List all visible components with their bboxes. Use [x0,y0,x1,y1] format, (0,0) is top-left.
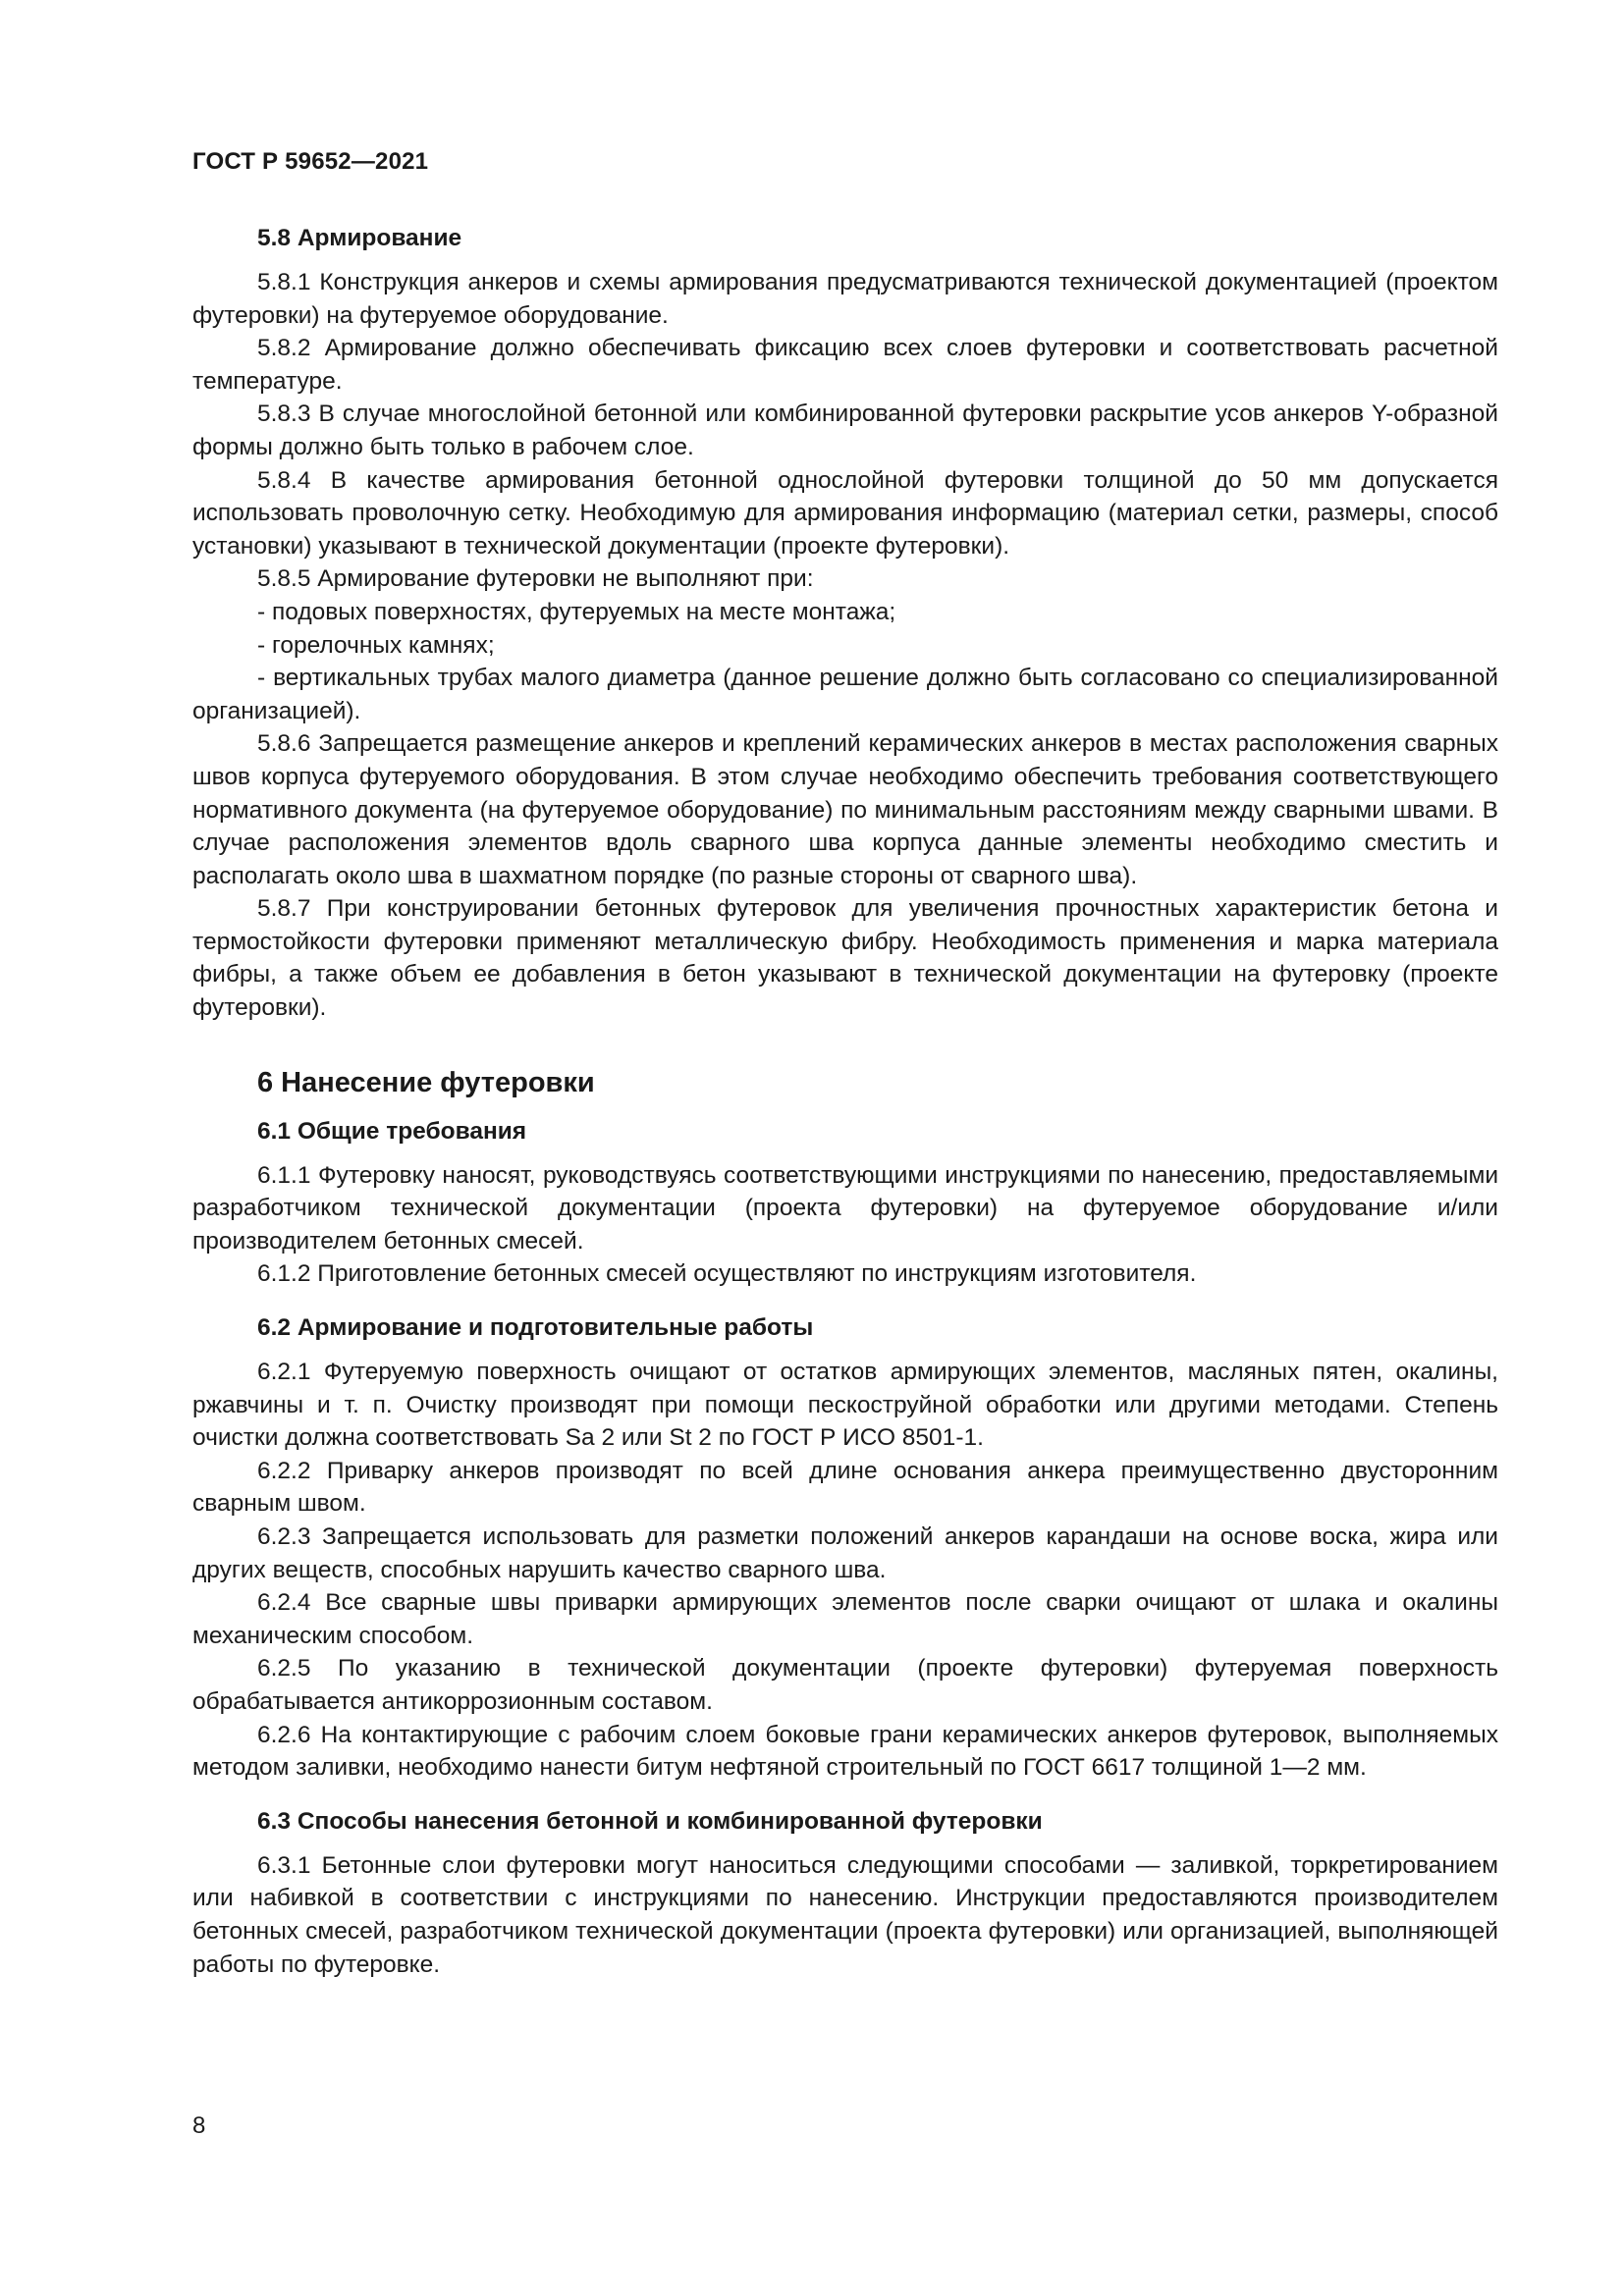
paragraph-6-2-2: 6.2.2 Приварку анкеров производят по всей длине основания анкера преимущественно двусторонним сварным швом. [192,1457,1498,1518]
document-code-header: ГОСТ Р 59652—2021 [192,148,429,175]
paragraph-6-2-1: 6.2.1 Футеруемую поверхность очищают от остатков армирующих элементов, масляных пятен, окалины, ржавчины и т. п. Очистку производят при помощи пескоструйной обработки или другими методами. Степень очистки должна соответствовать Sa 2 или St 2 по ГОСТ Р ИСО 8501-1. [192,1359,1498,1452]
list-item: - горелочных камнях; [257,631,495,659]
paragraph-6-2-3: 6.2.3 Запрещается использовать для разметки положений анкеров карандаши на основе воска, жира или других веществ, способных нарушить качество сварного шва. [192,1523,1498,1583]
paragraph-6-1-1: 6.1.1 Футеровку наносят, руководствуясь соответствующими инструкциями по нанесению, предоставляемыми разработчиком технической документации (проекта футеровки) на футеруемое оборудование и/или производителем бетонных смесей. [192,1161,1498,1255]
section-5-8-heading: 5.8 Армирование [257,225,462,251]
paragraph-6-2-6: 6.2.6 На контактирующие с рабочим слоем боковые грани керамических анкеров футеровок, выполняемых методом заливки, необходимо нанести битум нефтяной строительный по ГОСТ 6617 толщиной 1—2 мм. [192,1721,1498,1782]
paragraph-6-1-2: 6.1.2 Приготовление бетонных смесей осуществляют по инструкциям изготовителя. [257,1260,1197,1288]
list-item: - подовых поверхностях, футеруемых на месте монтажа; [257,598,896,625]
document-body [192,222,1498,1981]
section-6-3-heading: 6.3 Способы нанесения бетонной и комбинированной футеровки [257,1807,1043,1835]
paragraph-6-2-4: 6.2.4 Все сварные швы приварки армирующих элементов после сварки очищают от шлака и окалины механическим способом. [192,1589,1498,1649]
paragraph-5-8-4: 5.8.4 В качестве армирования бетонной однослойной футеровки толщиной до 50 мм допускается использовать проволочную сетку. Необходимую для армирования информацию (материал сетки, размеры, способ установки) указывают в технической документации (проекте футеровки). [192,466,1498,560]
section-6-heading: 6 Нанесение футеровки [257,1066,595,1098]
paragraph-5-8-6: 5.8.6 Запрещается размещение анкеров и креплений керамических анкеров в местах расположения сварных швов корпуса футеруемого оборудования. В этом случае необходимо обеспечить требования соответствующего нормативного документа (на футеруемое оборудование) по минимальным расстояниям между сварными швами. В случае расположения элементов вдоль сварного шва корпуса данные элементы необходимо сместить и располагать около шва в шахматном порядке (по разные стороны от сварного шва). [192,730,1498,889]
page-number: 8 [192,2112,206,2139]
paragraph-6-2-5: 6.2.5 По указанию в технической документации (проекте футеровки) футеруемая поверхность обрабатывается антикоррозионным составом. [192,1655,1498,1715]
paragraph-5-8-7: 5.8.7 При конструировании бетонных футеровок для увеличения прочностных характеристик бетона и термостойкости футеровки применяют металлическую фибру. Необходимость применения и марка материала фибры, а также объем ее добавления в бетон указывают в технической документации на футеровку (проекте футеровки). [192,895,1498,1022]
paragraph-6-3-1: 6.3.1 Бетонные слои футеровки могут наноситься следующими способами — заливкой, торкретированием или набивкой в соответствии с инструкциями по нанесению. Инструкции предоставляются производителем бетонных смесей, разработчиком технической документации (проекта футеровки) или организацией, выполняющей работы по футеровке. [192,1851,1498,1978]
paragraph-5-8-3: 5.8.3 В случае многослойной бетонной или комбинированной футеровки раскрытие усов анкеров Y-образной формы должно быть только в рабочем слое. [192,400,1498,460]
paragraph-5-8-1: 5.8.1 Конструкция анкеров и схемы армирования предусматриваются технической документацией (проектом футеровки) на футеруемое оборудование. [192,269,1498,329]
list-item: - вертикальных трубах малого диаметра (данное решение должно быть согласовано со специализированной организацией). [192,665,1498,724]
section-6-1-heading: 6.1 Общие требования [257,1117,527,1145]
section-6-2-heading: 6.2 Армирование и подготовительные работы [257,1314,814,1342]
paragraph-5-8-5: 5.8.5 Армирование футеровки не выполняют при: [257,565,814,593]
paragraph-5-8-2: 5.8.2 Армирование должно обеспечивать фиксацию всех слоев футеровки и соответствовать расчетной температуре. [192,335,1498,395]
